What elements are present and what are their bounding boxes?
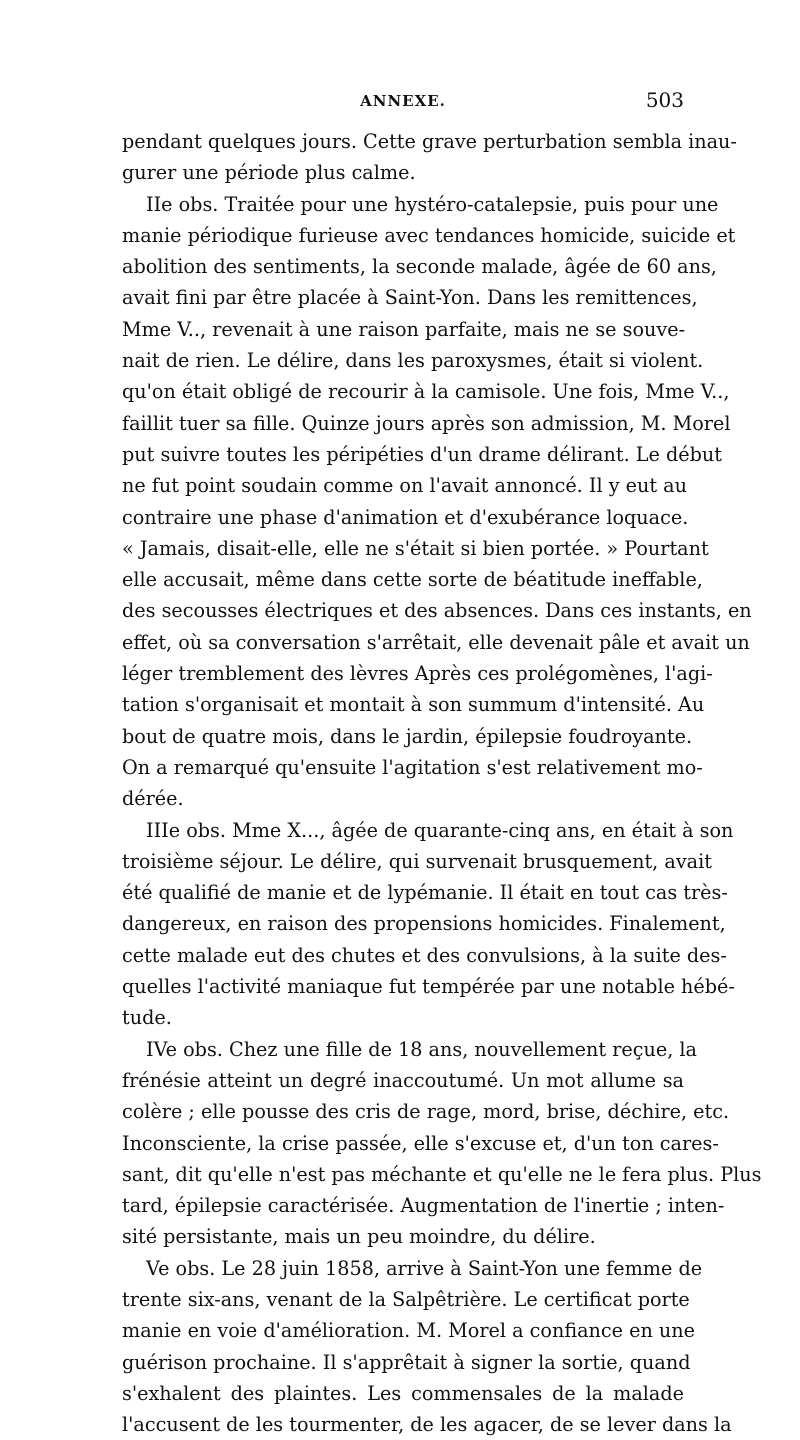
text-line: été qualifié de manie et de lypémanie. Il était en tout cas très-: [122, 881, 728, 905]
text-line: manie périodique furieuse avec tendances homicide, suicide et: [122, 223, 736, 247]
text-line: manie en voie d'amélioration. M. Morel a confiance en une: [122, 1319, 695, 1343]
text-line: On a remarqué qu'ensuite l'agitation s'est relativement mo-: [122, 755, 703, 779]
text-line: IVe obs. Chez une fille de 18 ans, nouvellement reçue, la: [146, 1037, 697, 1061]
text-line: gurer une période plus calme.: [122, 161, 416, 185]
text-line: tude.: [122, 1006, 172, 1030]
text-line: cette malade eut des chutes et des convulsions, à la suite des-: [122, 943, 727, 967]
text-line: sité persistante, mais un peu moindre, du délire.: [122, 1225, 596, 1249]
running-title: ANNEXE.: [360, 92, 446, 110]
text-line: des secousses électriques et des absences. Dans ces instants, en: [122, 599, 752, 623]
text-line: léger tremblement des lèvres Après ces prolégomènes, l'agi-: [122, 662, 713, 686]
text-line: ne fut point soudain comme on l'avait annoncé. Il y eut au: [122, 474, 687, 498]
text-line: bout de quatre mois, dans le jardin, épilepsie foudroyante.: [122, 724, 693, 748]
text-line: dérée.: [122, 787, 184, 811]
text-line: elle accusait, même dans cette sorte de béatitude ineffable,: [122, 568, 703, 592]
text-line: colère ; elle pousse des cris de rage, mord, brise, déchire, etc.: [122, 1100, 730, 1124]
text-line: sant, dit qu'elle n'est pas méchante et qu'elle ne le fera plus. Plus: [122, 1162, 762, 1186]
text-line: l'accusent de les tourmenter, de les agacer, de se lever dans la: [122, 1413, 732, 1437]
text-line: pendant quelques jours. Cette grave perturbation sembla inau-: [122, 130, 737, 153]
text-line: avait fini par être placée à Saint-Yon. Dans les remittences,: [122, 286, 698, 310]
text-line: guérison prochaine. Il s'apprêtait à signer la sortie, quand: [122, 1350, 691, 1374]
text-line: dangereux, en raison des propensions homicides. Finalement,: [122, 912, 726, 936]
text-line: Mme V.., revenait à une raison parfaite, mais ne se souve-: [122, 317, 686, 341]
text-line: Ve obs. Le 28 juin 1858, arrive à Saint-Yon une femme de: [146, 1256, 703, 1280]
text-line: IIIe obs. Mme X..., âgée de quarante-cinq ans, en était à son: [146, 818, 734, 842]
text-line: faillit tuer sa fille. Quinze jours après son admission, M. Morel: [122, 411, 731, 435]
text-line: abolition des sentiments, la seconde malade, âgée de 60 ans,: [122, 255, 717, 279]
text-line: quelles l'activité maniaque fut tempérée par une notable hébé-: [122, 975, 735, 999]
text-line: nait de rien. Le délire, dans les paroxysmes, était si violent.: [122, 349, 704, 373]
text-line: qu'on était obligé de recourir à la camisole. Une fois, Mme V..,: [122, 380, 730, 404]
text-line: troisième séjour. Le délire, qui survenait brusquement, avait: [122, 849, 712, 873]
page-number: 503: [645, 88, 684, 112]
body-text: [122, 126, 762, 1440]
text-line: Inconsciente, la crise passée, elle s'excuse et, d'un ton cares-: [122, 1131, 719, 1155]
text-line: « Jamais, disait-elle, elle ne s'était si bien portée. » Pourtant: [122, 536, 709, 560]
text-line: put suivre toutes les péripéties d'un drame délirant. Le début: [122, 442, 722, 466]
text-line: tard, épilepsie caractérisée. Augmentation de l'inertie ; inten-: [122, 1194, 725, 1218]
text-line: tation s'organisait et montait à son summum d'intensité. Au: [122, 693, 705, 717]
text-line: IIe obs. Traitée pour une hystéro-catalepsie, puis pour une: [146, 192, 719, 216]
text-line: contraire une phase d'animation et d'exubérance loquace.: [122, 505, 689, 529]
text-line: trente six-ans, venant de la Salpêtrière. Le certificat porte: [122, 1287, 690, 1311]
text-line: s'exhalent des plaintes. Les commensales de la malade: [122, 1381, 684, 1405]
page-header: [122, 86, 684, 120]
text-line: frénésie atteint un degré inaccoutumé. Un mot allume sa: [122, 1068, 684, 1092]
text-line: effet, où sa conversation s'arrêtait, elle devenait pâle et avait un: [122, 630, 750, 654]
